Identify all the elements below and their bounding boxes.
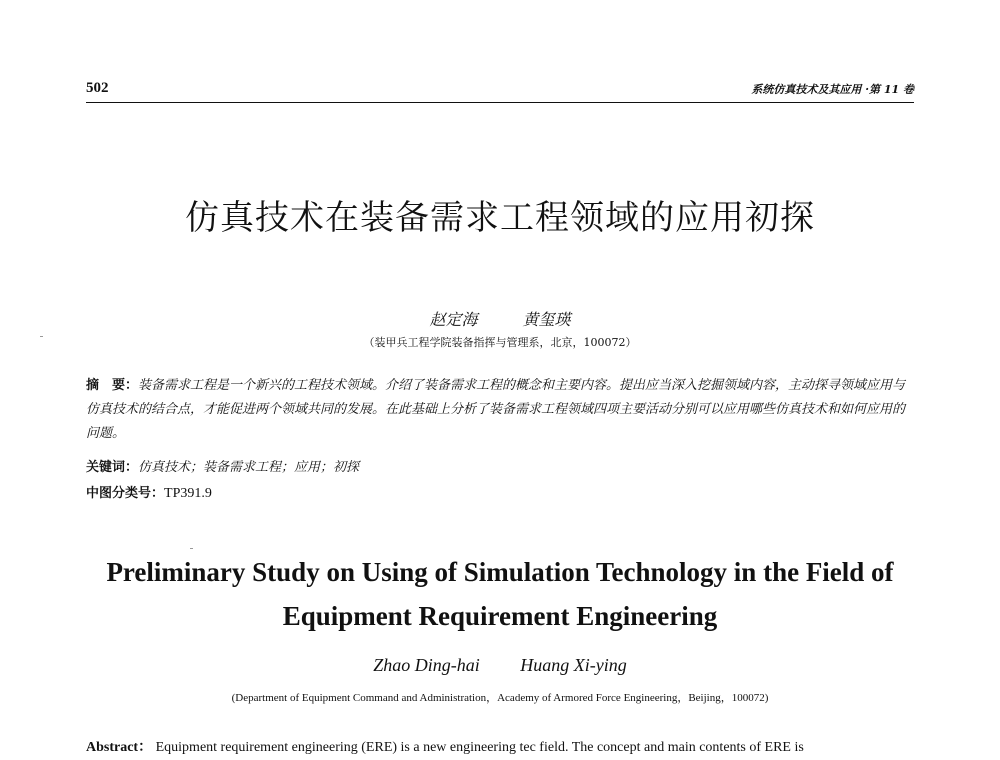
- chinese-author-2: 黄玺瑛: [522, 310, 571, 329]
- chinese-affiliation: （装甲兵工程学院装备指挥与管理系，北京，100072）: [363, 336, 637, 349]
- running-header: 系统仿真技术及其应用 ·第 11 卷: [751, 83, 914, 96]
- chinese-classification: [86, 482, 212, 502]
- english-abstract-text: Equipment requirement engineering (ERE) is a new engineering tec field. The concept and main contents of ERE is: [155, 740, 804, 755]
- scan-artifact: [40, 336, 43, 337]
- chinese-keywords-text: 仿真技术；装备需求工程；应用；初探: [138, 460, 360, 475]
- english-abstract: [86, 736, 926, 756]
- chinese-author-1: 赵定海: [429, 310, 478, 329]
- scan-artifact: [190, 548, 193, 549]
- english-title-line-1: Preliminary Study on Using of Simulation Technology in the Field of: [106, 557, 894, 587]
- chinese-classification-label: 中图分类号：: [86, 486, 165, 501]
- chinese-classification-value: TP391.9: [164, 486, 212, 501]
- page-number: 502: [86, 80, 109, 96]
- english-authors: [0, 655, 1000, 676]
- chinese-abstract: [86, 374, 916, 446]
- english-abstract-label: Abstract：: [86, 740, 153, 755]
- english-affiliation: (Department of Equipment Command and Administration，Academy of Armored Force Engineering，Beijing，100072): [231, 692, 769, 704]
- chinese-abstract-label: 摘 要：: [86, 378, 139, 393]
- chinese-keywords-label: 关键词：: [86, 460, 139, 475]
- english-author-1: Zhao Ding-hai: [373, 655, 480, 675]
- chinese-keywords: [86, 456, 359, 475]
- english-title: [0, 550, 1000, 638]
- page-header: [86, 80, 914, 103]
- chinese-title: 仿真技术在装备需求工程领域的应用初探: [185, 198, 815, 238]
- chinese-abstract-text: 装备需求工程是一个新兴的工程技术领域。介绍了装备需求工程的概念和主要内容。提出应当深入挖掘领域内容，主动探寻领域应用与仿真技术的结合点，才能促进两个领域共同的发展。在此基础上分析了装备需求工程领域四项主要活动分别可以应用哪些仿真技术和如何应用的问题。: [86, 378, 906, 441]
- english-title-line-2: Equipment Requirement Engineering: [282, 601, 718, 631]
- english-author-2: Huang Xi-ying: [520, 655, 627, 675]
- chinese-authors: [0, 307, 1000, 330]
